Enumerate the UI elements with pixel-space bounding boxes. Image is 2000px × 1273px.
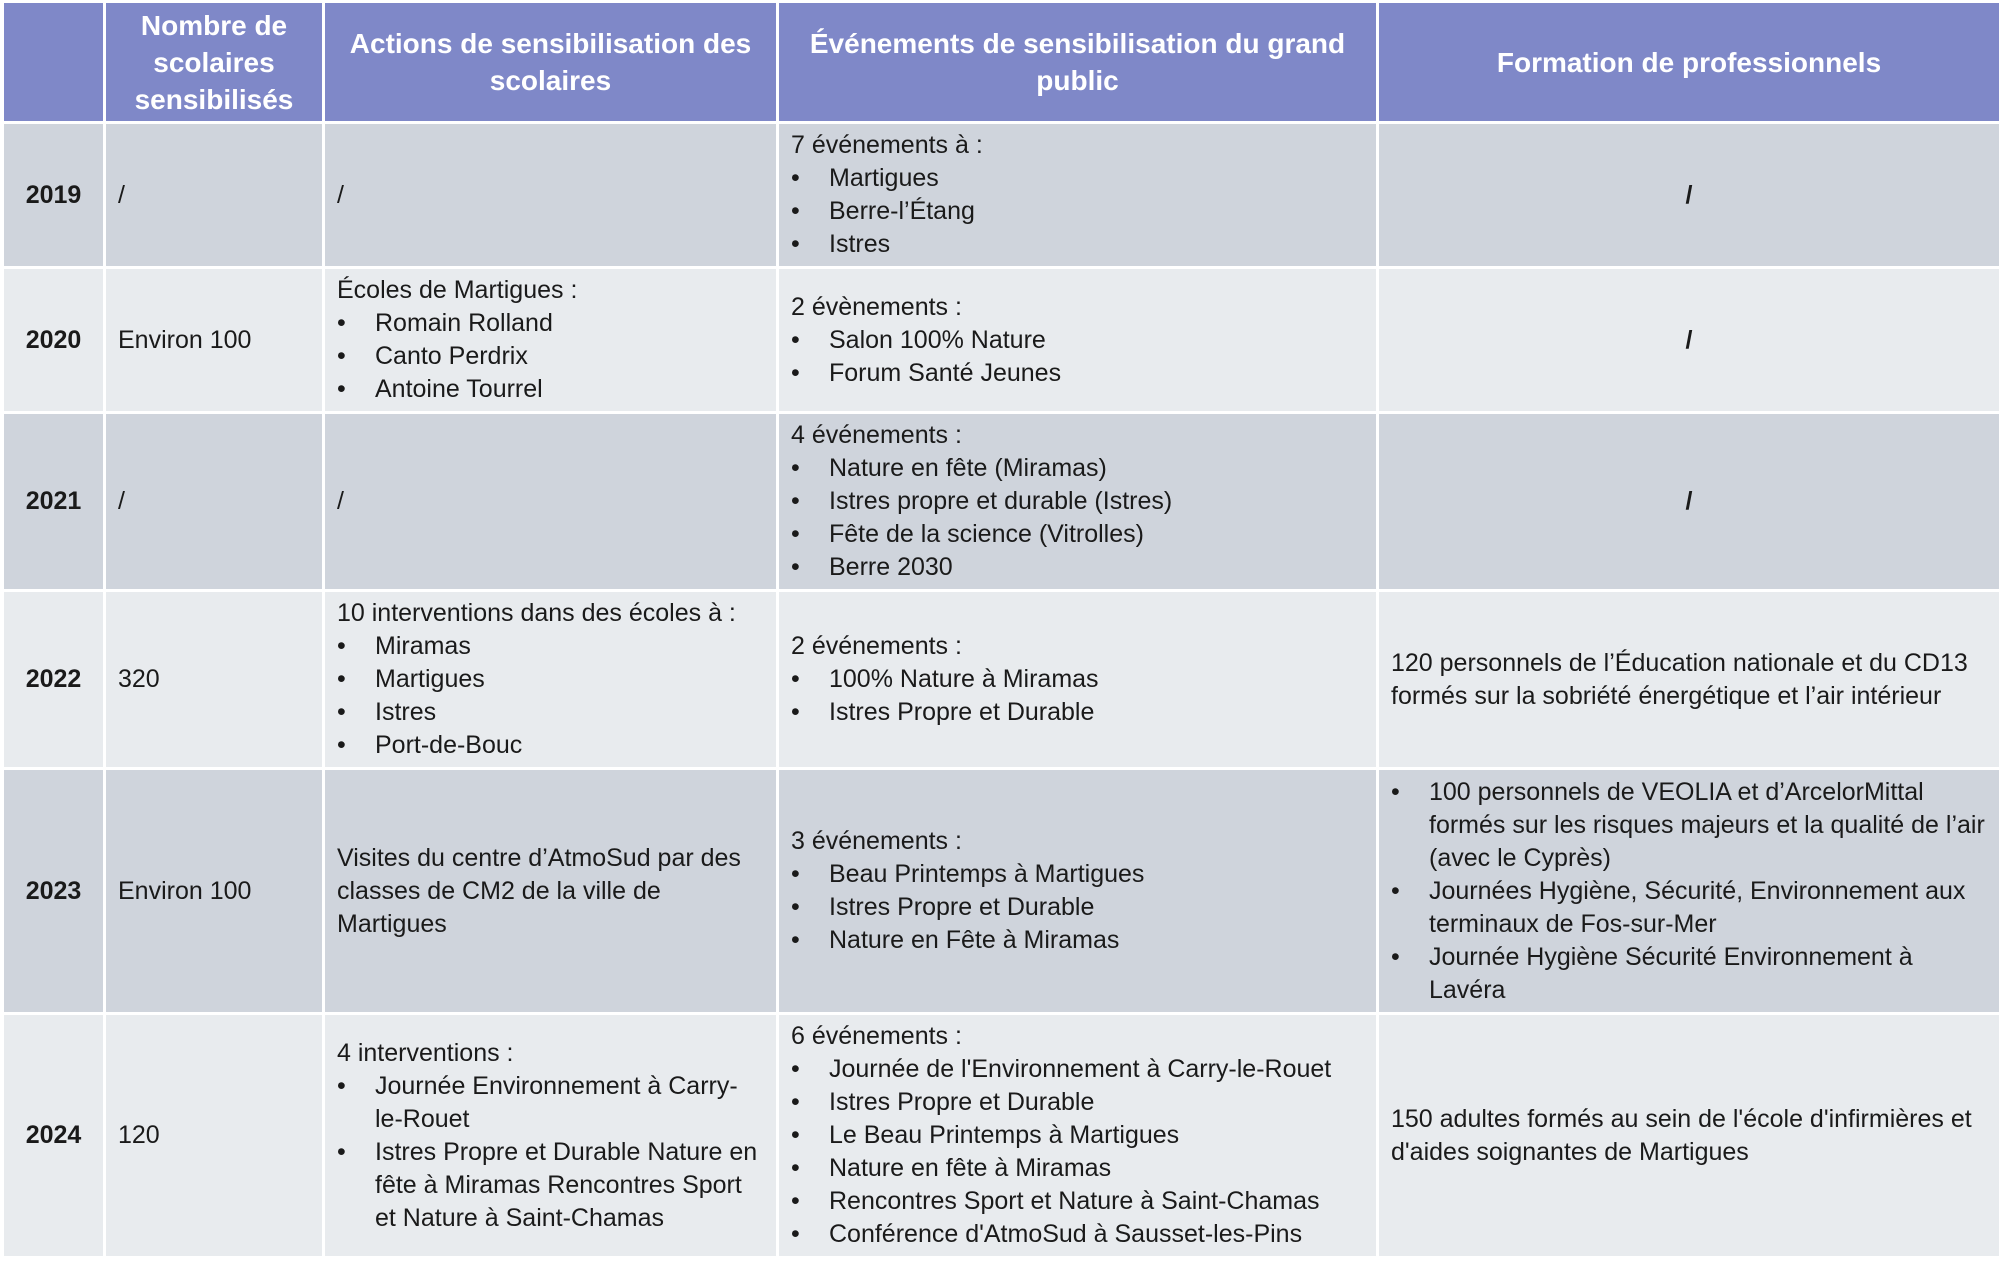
cell-text: 7 événements à : (791, 131, 983, 159)
professional-training-cell (1378, 268, 2000, 413)
cell-text: 120 personnels de l’Éducation nationale et du CD13 formés sur la sobriété énergétique et l’air intérieur (1391, 648, 1968, 710)
list-item: • Nature en fête à Miramas (791, 1152, 1364, 1185)
cell-text: / (337, 487, 344, 515)
professional-training-cell (1378, 123, 2000, 268)
student-count-cell: / (105, 413, 324, 591)
student-count-cell: Environ 100 (105, 769, 324, 1014)
list-item: • Forum Santé Jeunes (791, 357, 1364, 390)
bullet-list (1391, 776, 1987, 1007)
year-cell: 2020 (3, 268, 105, 413)
student-actions-cell (324, 1014, 778, 1258)
table-row (3, 413, 2000, 591)
public-events-cell (778, 123, 1378, 268)
list-item: • Canto Perdrix (337, 340, 764, 373)
student-actions-cell (324, 123, 778, 268)
list-item: • Conférence d'AtmoSud à Sausset-les-Pins (791, 1218, 1364, 1251)
public-events-cell (778, 268, 1378, 413)
list-item: • Fête de la science (Vitrolles) (791, 518, 1364, 551)
cell-text: Écoles de Martigues : (337, 276, 578, 304)
year-cell: 2022 (3, 591, 105, 769)
cell-text: 2 événements : (791, 632, 962, 660)
cell-text: / (1685, 325, 1693, 354)
bullet-list (791, 324, 1364, 390)
list-item: • Journée Hygiène Sécurité Environnement à Lavéra (1391, 941, 1987, 1007)
student-count-cell: / (105, 123, 324, 268)
table-row (3, 591, 2000, 769)
table-row (3, 769, 2000, 1014)
student-actions-cell (324, 268, 778, 413)
list-item: • Le Beau Printemps à Martigues (791, 1119, 1364, 1152)
list-item: • Journée Environnement à Carry-le-Rouet (337, 1070, 764, 1136)
bullet-list (791, 452, 1364, 584)
year-cell: 2023 (3, 769, 105, 1014)
list-item: • Istres Propre et Durable Nature en fête à Miramas Rencontres Sport et Nature à Saint-Chamas (337, 1136, 764, 1235)
header-public-events: Événements de sensibilisation du grand public (778, 2, 1378, 123)
list-item: • Salon 100% Nature (791, 324, 1364, 357)
student-actions-cell (324, 591, 778, 769)
list-item: • Martigues (791, 162, 1364, 195)
bullet-list (791, 1053, 1364, 1251)
list-item: • 100% Nature à Miramas (791, 663, 1364, 696)
cell-text: 2 évènements : (791, 292, 962, 321)
cell-text: 150 adultes formés au sein de l'école d'infirmières et d'aides soignantes de Martigues (1391, 1104, 1972, 1166)
professional-training-cell (1378, 591, 2000, 769)
list-item: • Istres (337, 696, 764, 729)
list-item: • Istres Propre et Durable (791, 1086, 1364, 1119)
list-item: • Berre-l’Étang (791, 195, 1364, 228)
cell-text: 3 événements : (791, 827, 962, 855)
awareness-table (1, 0, 2000, 1259)
list-item: • Nature en fête (Miramas) (791, 452, 1364, 485)
public-events-cell (778, 1014, 1378, 1258)
year-cell: 2021 (3, 413, 105, 591)
header-professional-training: Formation de professionnels (1378, 2, 2000, 123)
bullet-list (337, 307, 764, 406)
student-actions-cell (324, 413, 778, 591)
cell-text: Visites du centre d’AtmoSud par des classes de CM2 de la ville de Martigues (337, 843, 741, 938)
cell-text: 10 interventions dans des écoles à : (337, 599, 736, 627)
list-item: • Beau Printemps à Martigues (791, 858, 1364, 891)
header-student-count: Nombre de scolaires sensibilisés (105, 2, 324, 123)
list-item: • Berre 2030 (791, 551, 1364, 584)
list-item: • Martigues (337, 663, 764, 696)
list-item: • Istres (791, 228, 1364, 261)
cell-text: 4 interventions : (337, 1038, 514, 1067)
cell-text: / (1685, 180, 1693, 209)
professional-training-cell (1378, 769, 2000, 1014)
public-events-cell (778, 413, 1378, 591)
list-item: • Journées Hygiène, Sécurité, Environnement aux terminaux de Fos-sur-Mer (1391, 875, 1987, 941)
student-actions-cell (324, 769, 778, 1014)
cell-text: / (337, 180, 344, 209)
list-item: • Rencontres Sport et Nature à Saint-Chamas (791, 1185, 1364, 1218)
list-item: • Journée de l'Environnement à Carry-le-Rouet (791, 1053, 1364, 1086)
list-item: • Nature en Fête à Miramas (791, 924, 1364, 957)
year-cell: 2024 (3, 1014, 105, 1258)
cell-text: 4 événements : (791, 421, 962, 449)
professional-training-cell (1378, 1014, 2000, 1258)
bullet-list (791, 663, 1364, 729)
bullet-list (337, 1070, 764, 1235)
year-cell: 2019 (3, 123, 105, 268)
student-count-cell: 320 (105, 591, 324, 769)
bullet-list (791, 162, 1364, 261)
list-item: • Antoine Tourrel (337, 373, 764, 406)
list-item: • 100 personnels de VEOLIA et d’ArcelorMittal formés sur les risques majeurs et la qualité de l’air (avec le Cyprès) (1391, 776, 1987, 875)
list-item: • Istres Propre et Durable (791, 696, 1364, 729)
cell-text: 6 événements : (791, 1022, 962, 1050)
table-row (3, 268, 2000, 413)
header-year (3, 2, 105, 123)
list-item: • Port-de-Bouc (337, 729, 764, 762)
bullet-list (337, 630, 764, 762)
list-item: • Istres propre et durable (Istres) (791, 485, 1364, 518)
header-row (3, 2, 2000, 123)
public-events-cell (778, 591, 1378, 769)
header-student-actions: Actions de sensibilisation des scolaires (324, 2, 778, 123)
student-count-cell: 120 (105, 1014, 324, 1258)
bullet-list (791, 858, 1364, 957)
cell-text: / (1685, 487, 1693, 515)
list-item: • Romain Rolland (337, 307, 764, 340)
list-item: • Istres Propre et Durable (791, 891, 1364, 924)
table-row (3, 1014, 2000, 1258)
table-row (3, 123, 2000, 268)
public-events-cell (778, 769, 1378, 1014)
list-item: • Miramas (337, 630, 764, 663)
student-count-cell: Environ 100 (105, 268, 324, 413)
professional-training-cell (1378, 413, 2000, 591)
